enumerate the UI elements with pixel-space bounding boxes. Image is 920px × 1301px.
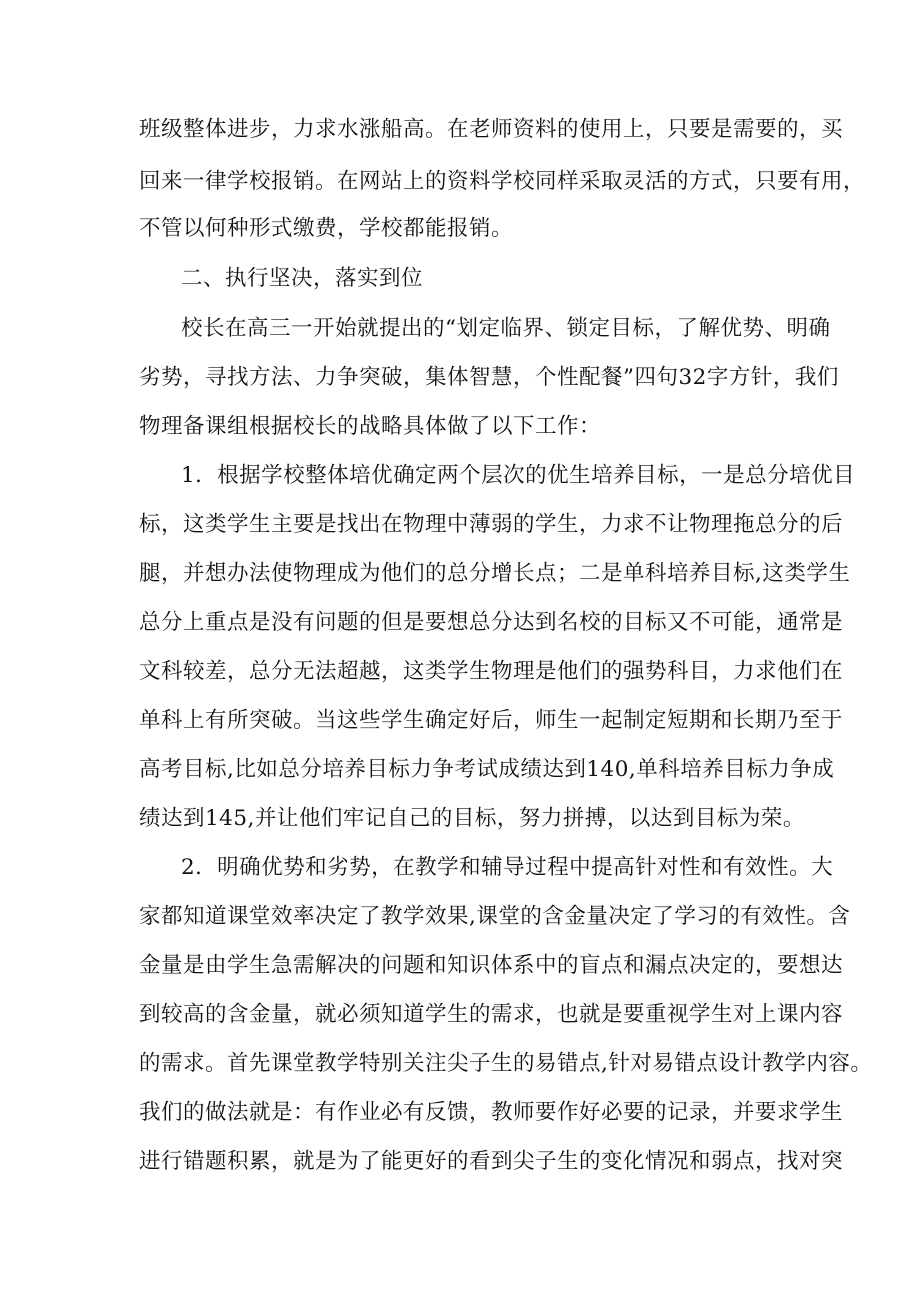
text-line: 2．明确优势和劣势，在教学和辅导过程中提高针对性和有效性。大 [181,855,834,880]
text-line: 回来一律学校报销。在网站上的资料学校同样采取灵活的方式，只要有用， [139,169,866,194]
text-line: 1．根据学校整体培优确定两个层次的优生培养目标，一是总分培优目 [181,463,856,488]
text-line: 进行错题积累，就是为了能更好的看到尖子生的变化情况和弱点，找对突 [139,1149,844,1174]
text-line: 标，这类学生主要是找出在物理中薄弱的学生，力求不让物理拖总分的后 [139,512,844,537]
text-line: 我们的做法就是：有作业必有反馈，教师要作好必要的记录，并要求学生 [139,1100,844,1125]
section-heading: 二、执行坚决，落实到位 [181,266,424,291]
text-line: 高考目标,比如总分培养目标力争考试成绩达到140,单科培养目标力争成 [139,757,835,782]
text-line: 家都知道课堂效率决定了教学效果,课堂的含金量决定了学习的有效性。含 [139,904,851,929]
text-line: 金量是由学生急需解决的问题和知识体系中的盲点和漏点决定的，要想达 [139,953,844,978]
text-line: 不管以何种形式缴费，学校都能报销。 [139,216,514,241]
text-line: 班级整体进步，力求水涨船高。在老师资料的使用上，只要是需要的，买 [139,117,844,142]
text-line: 总分上重点是没有问题的但是要想总分达到名校的目标又不可能，通常是 [139,610,844,635]
text-line: 绩达到145,并让他们牢记自己的目标，努力拼搏，以达到目标为荣。 [139,806,805,831]
text-line: 单科上有所突破。当这些学生确定好后，师生一起制定短期和长期乃至于 [139,708,844,733]
text-line: 物理备课组根据校长的战略具体做了以下工作： [139,414,602,439]
text-line: 的需求。首先课堂教学特别关注尖子生的易错点,针对易错点设计教学内容。 [139,1051,873,1076]
text-line: 文科较差，总分无法超越，这类学生物理是他们的强势科目，力求他们在 [139,659,844,684]
text-line: 到较高的含金量，就必须知道学生的需求，也就是要重视学生对上课内容 [139,1002,844,1027]
text-line: 腿，并想办法使物理成为他们的总分增长点；二是单科培养目标,这类学生 [139,561,851,586]
text-line: 校长在高三一开始就提出的“划定临界、锁定目标，了解优势、明确 [181,316,831,341]
text-line: 劣势，寻找方法、力争突破，集体智慧，个性配餐”四句32字方针，我们 [139,365,839,390]
